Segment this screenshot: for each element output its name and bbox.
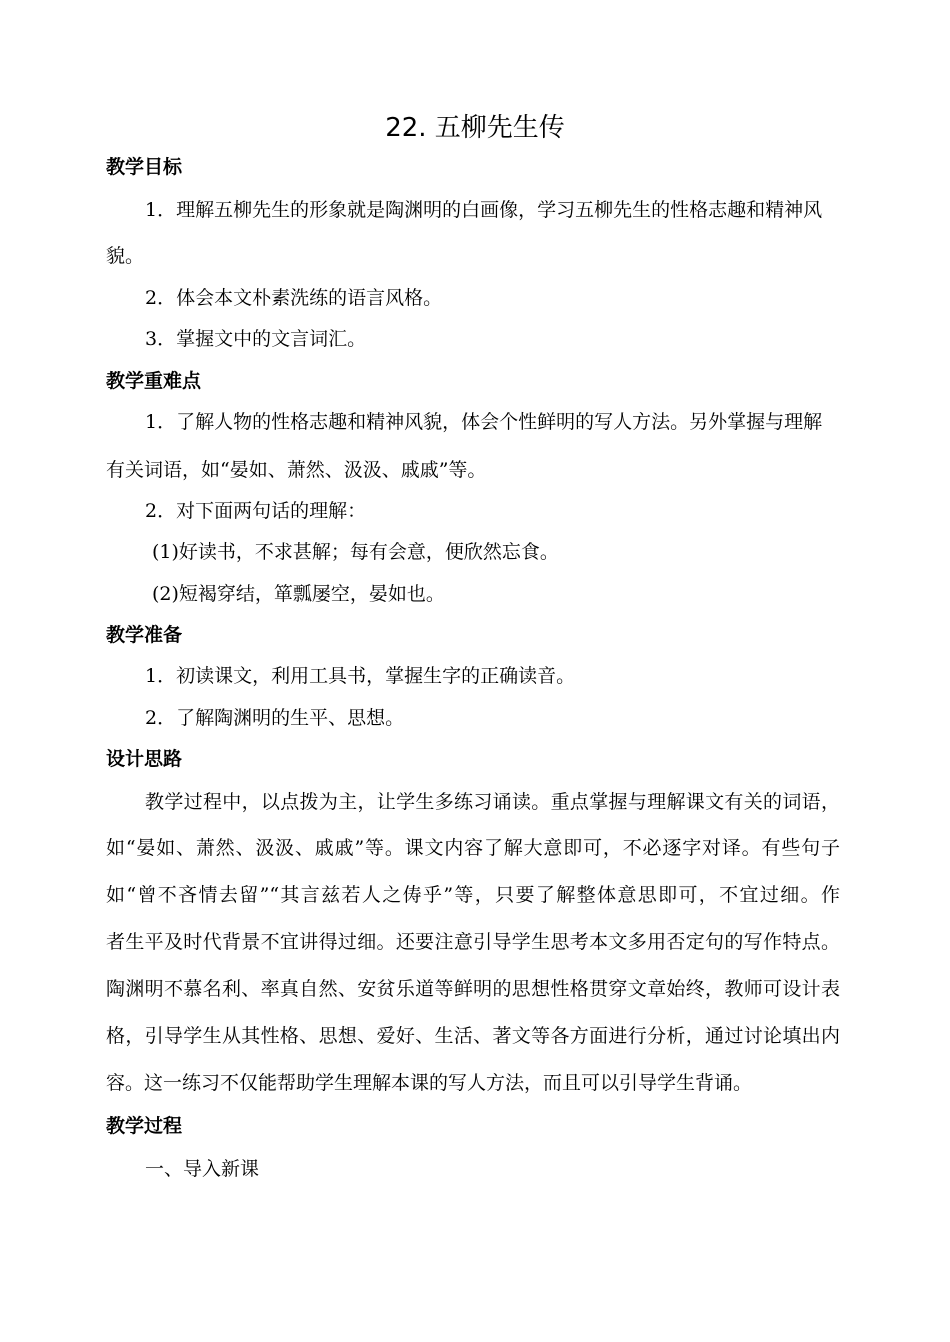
difficulties-sub-2: (2)短褐穿结，箪瓢屡空，晏如也。 (152, 583, 445, 605)
preparation-item-1: 1．初读课文，利用工具书，掌握生字的正确读音。 (145, 665, 576, 687)
goals-item-2: 2．体会本文朴素洗练的语言风格。 (145, 287, 443, 309)
difficulties-item-1-line-2: 有关词语，如“晏如、萧然、汲汲、戚戚”等。 (106, 459, 487, 481)
design-line-2: 如“晏如、萧然、汲汲、戚戚”等。课文内容了解大意即可，不必逐字对译。有些句子 (106, 837, 840, 859)
section-heading-goals: 教学目标 (106, 156, 183, 178)
design-line-7: 容。这一练习不仅能帮助学生理解本课的写人方法，而且可以引导学生背诵。 (106, 1072, 753, 1094)
section-heading-process: 教学过程 (106, 1115, 183, 1137)
design-line-5: 陶渊明不慕名利、率真自然、安贫乐道等鲜明的思想性格贯穿文章始终，教师可设计表 (106, 978, 840, 1000)
goals-item-1-line-2: 貌。 (106, 245, 145, 267)
design-line-3: 如“曾不吝情去留”“其言兹若人之俦乎”等，只要了解整体意思即可，不宜过细。作 (106, 884, 840, 906)
difficulties-item-1-line-1: 1．了解人物的性格志趣和精神风貌，体会个性鲜明的写人方法。另外掌握与理解 (145, 411, 823, 433)
goals-item-1-line-1: 1．理解五柳先生的形象就是陶渊明的白画像，学习五柳先生的性格志趣和精神风 (145, 199, 823, 221)
section-heading-design: 设计思路 (106, 748, 183, 770)
goals-item-3: 3．掌握文中的文言词汇。 (145, 328, 367, 350)
section-heading-preparation: 教学准备 (106, 624, 183, 646)
preparation-item-2: 2．了解陶渊明的生平、思想。 (145, 707, 405, 729)
process-item-1: 一、导入新课 (145, 1158, 260, 1180)
section-heading-difficulties: 教学重难点 (106, 370, 202, 392)
design-line-1: 教学过程中，以点拨为主，让学生多练习诵读。重点掌握与理解课文有关的词语， (145, 791, 840, 813)
difficulties-sub-1: (1)好读书，不求甚解；每有会意，便欣然忘食。 (152, 541, 559, 563)
design-line-6: 格，引导学生从其性格、思想、爱好、生活、著文等各方面进行分析，通过讨论填出内 (106, 1025, 840, 1047)
design-line-4: 者生平及时代背景不宜讲得过细。还要注意引导学生思考本文多用否定句的写作特点。 (106, 931, 840, 953)
difficulties-item-2: 2．对下面两句话的理解： (145, 500, 367, 522)
page-title: 22. 五柳先生传 (385, 113, 565, 143)
